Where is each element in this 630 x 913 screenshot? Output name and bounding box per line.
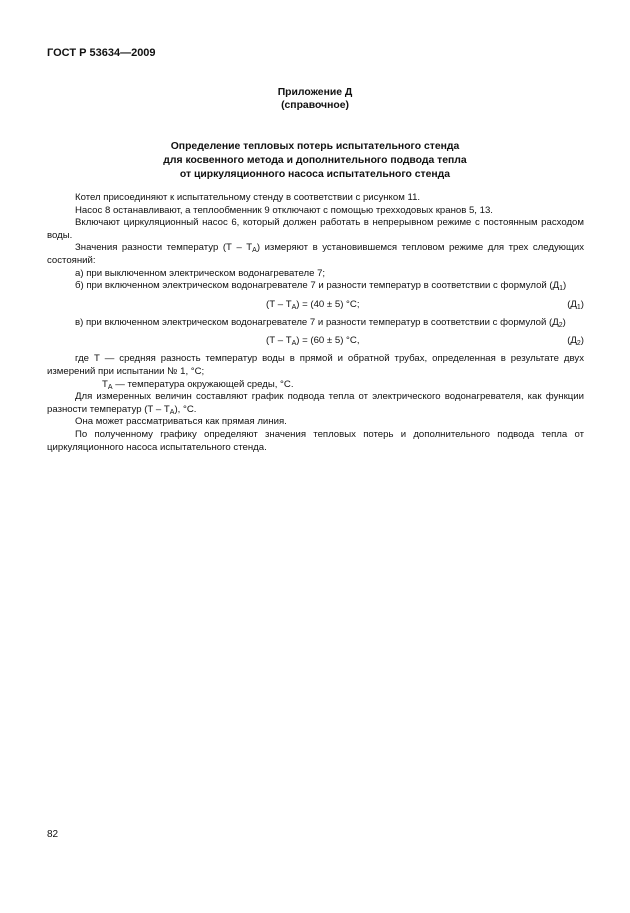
formula-d1-expression: $(Т - Т_A) = (40 \pm 5)$ °С; xyxy=(266,298,360,311)
definition-t: где Т — средняя разность температур воды в прямой и обратной трубах, определенная в результате двух измерений при испытании № 1, °С; xyxy=(47,353,584,377)
section-title-line-3: от циркуляционного насоса испытательного стенда xyxy=(179,169,451,180)
section-title-line-1: Определение тепловых потерь испытательного стенда xyxy=(170,141,460,152)
list-item-v: в) при включенном электрическом водонагревателе 7 и разности температур в соответствии с формулой $(Д_2)$ xyxy=(75,316,566,329)
paragraph-heat-graph: Для измеренных величин составляют график подвода тепла от электрического водонагревателя, как функции разности температур $(Т - Т_A)$, °С. xyxy=(47,391,584,416)
paragraph-stop-pump: Насос 8 останавливают, а теплообменник 9 отключают с помощью трехходовых кранов 5, 13. xyxy=(75,204,493,216)
formula-d1-number: $(Д_1)$ xyxy=(567,298,584,311)
formula-d1 xyxy=(47,293,584,317)
definition-ta: $Т_A$ — температура окружающей среды, °С. xyxy=(102,378,294,391)
document-body xyxy=(47,192,584,454)
formula-d2-number: $(Д_2)$ xyxy=(567,335,584,348)
section-title-line-2: для косвенного метода и дополнительного подвода тепла xyxy=(163,155,467,166)
formula-d2 xyxy=(47,329,584,353)
appendix-title: Приложение Д xyxy=(277,87,353,98)
paragraph-heat-losses: По полученному графику определяют значения тепловых потерь и дополнительного подвода тепла от циркуляционного насоса испытательного стенда. xyxy=(47,428,584,453)
page-number: 82 xyxy=(47,829,59,840)
list-item-a: а) при выключенном электрическом водонагревателе 7; xyxy=(75,267,326,279)
paragraph-connect-boiler: Котел присоединяют к испытательному стенду в соответствии с рисунком 11. xyxy=(75,192,421,203)
document-header: ГОСТ Р 53634—2009 xyxy=(47,47,156,59)
paragraph-straight-line: Она может рассматриваться как прямая линия. xyxy=(75,416,287,428)
formula-d2-expression: $(Т - Т_A) = (60 \pm 5)$ °С, xyxy=(266,335,360,348)
appendix-note: (справочное) xyxy=(281,100,349,111)
list-item-b: б) при включенном электрическом водонагревателе 7 и разности температур в соответствии с формулой $(Д_1)$ xyxy=(75,280,567,293)
paragraph-start-circulation-pump: Включают циркуляционный насос 6, который должен работать в непрерывном режиме с постоянным расходом воды. xyxy=(47,217,584,241)
paragraph-temperature-difference: Значения разности температур $(Т - Т_A)$ измеряют в установившемся тепловом режиме для трех следующих состояний: xyxy=(47,242,584,266)
